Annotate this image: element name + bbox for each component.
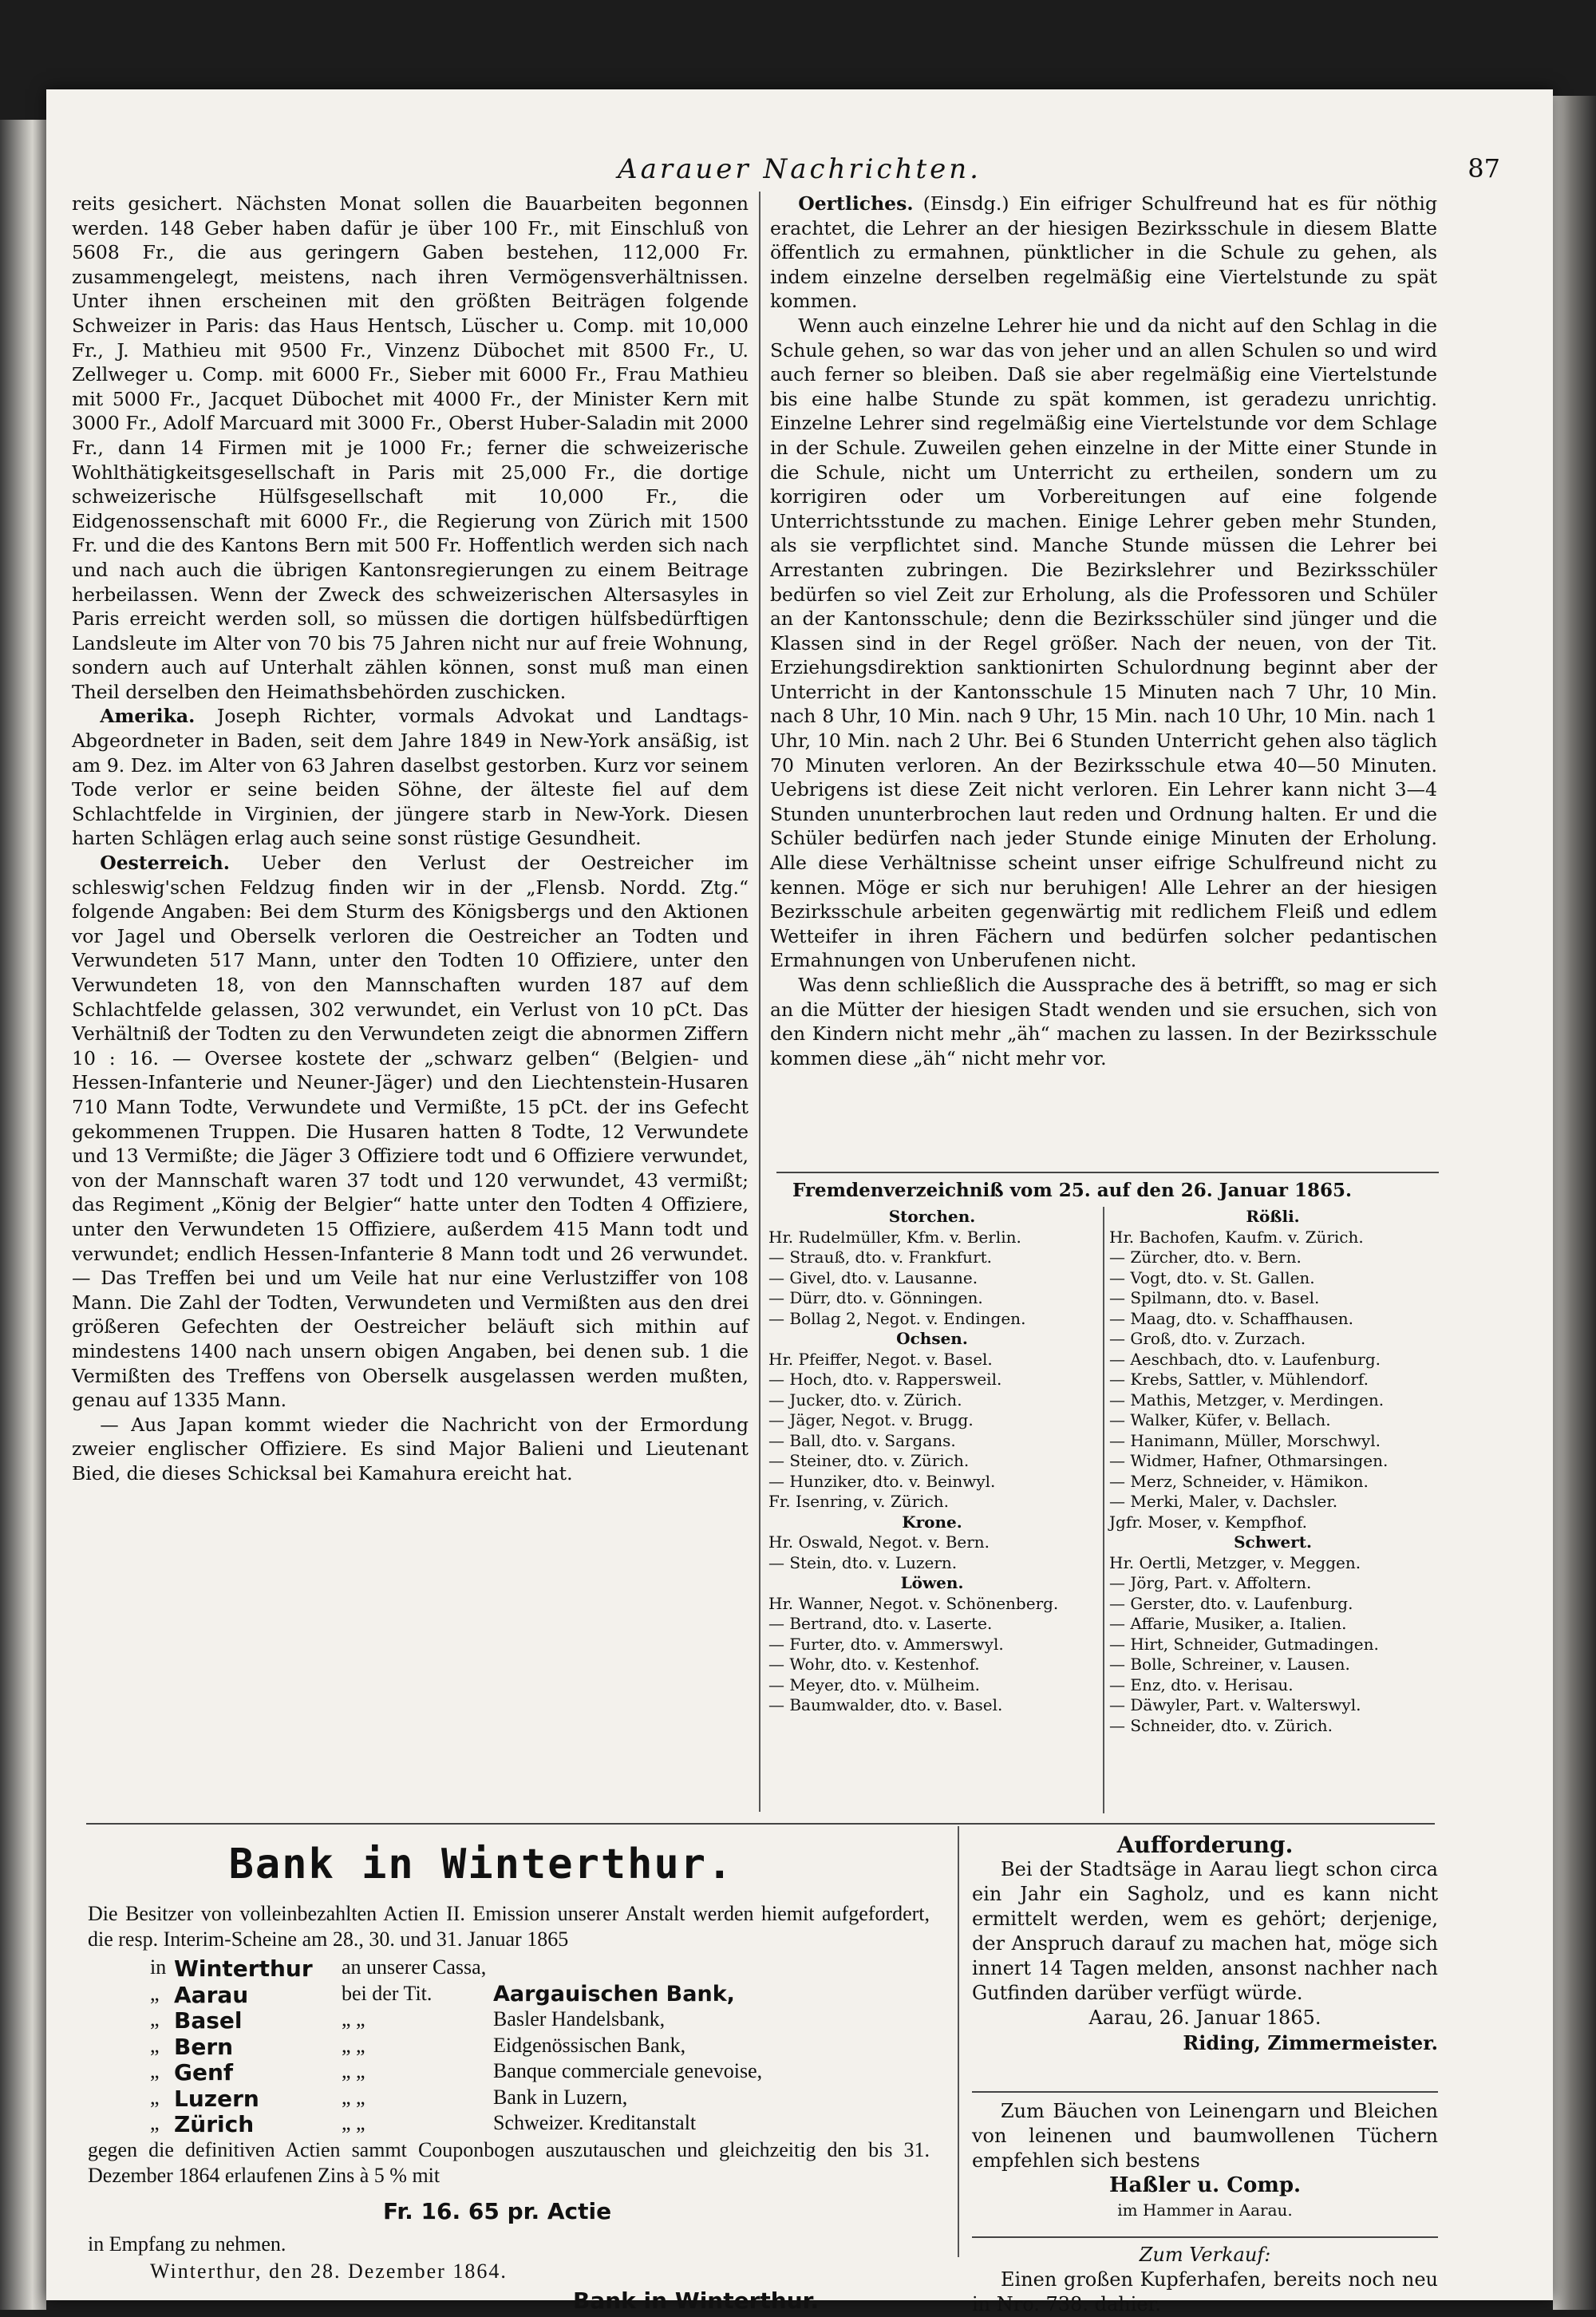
location-prefix: „: [150, 2085, 160, 2109]
bank-ad-receipt: in Empfang zu nehmen.: [88, 2232, 286, 2256]
location-institution: Bank in Luzern,: [493, 2085, 628, 2109]
hotel-heading: Krone.: [902, 1512, 962, 1532]
guest-entry: Hr. Rudelmüller, Kfm. v. Berlin.: [768, 1227, 1021, 1247]
baeuchen-firm: Haßler u. Comp.: [1108, 2173, 1302, 2197]
guest-entry: — Ball, dto. v. Sargans.: [768, 1430, 956, 1450]
article-oertliches: Oertliches. (Einsdg.) Ein eifriger Schulfreund hat es für nöthig erachtet, die Lehrer an der hiesigen Bezirksschule in diesem Blatte öffentlich zu ermahnen, pünktlicher in die Schule zu gehen, als indem einzelne derselben regelmäßig eine Viertelstunde zu spät kommen.: [770, 192, 1437, 313]
aufforderung-ad: [972, 1833, 1438, 2055]
guest-entry: — Hanimann, Müller, Morschwyl.: [1109, 1430, 1381, 1450]
ad-divider: [958, 1826, 959, 2257]
ad-rule: [972, 2091, 1438, 2093]
ad-rule: [972, 2236, 1438, 2238]
guest-entry: — Gerster, dto. v. Laufenburg.: [1109, 1593, 1353, 1613]
guest-entry: Jgfr. Moser, v. Kempfhof.: [1109, 1512, 1308, 1532]
guest-entry: — Merki, Maler, v. Dachsler.: [1109, 1492, 1338, 1511]
location-institution: Schweizer. Kreditanstalt: [493, 2111, 697, 2134]
bank-ad-price: Fr. 16. 65 pr. Actie: [383, 2198, 612, 2224]
guest-entry: — Jörg, Part. v. Affoltern.: [1109, 1573, 1312, 1592]
baeuchen-place: im Hammer in Aarau.: [1117, 2200, 1293, 2220]
newspaper-page: [46, 89, 1553, 2315]
fremden-list-left: [768, 1207, 1096, 1716]
guest-entry: — Mathis, Metzger, v. Merdingen.: [1109, 1390, 1385, 1410]
bank-location-row: [150, 2111, 916, 2137]
location-institution: Banque commerciale genevoise,: [493, 2059, 763, 2082]
aufforderung-sign: Riding, Zimmermeister.: [1183, 2031, 1438, 2054]
location-prefix: „: [150, 2111, 160, 2134]
column-divider: [759, 192, 760, 1812]
location-institution: Eidgenössischen Bank,: [493, 2033, 686, 2057]
guest-entry: Hr. Oertli, Metzger, v. Meggen.: [1109, 1552, 1361, 1572]
guest-entry: — Maag, dto. v. Schaffhausen.: [1109, 1308, 1354, 1328]
location-via: „ „: [342, 2007, 365, 2030]
location-via: „ „: [342, 2111, 365, 2134]
location-via: bei der Tit.: [342, 1981, 433, 2005]
column-right: [770, 192, 1437, 1070]
guest-entry: — Hoch, dto. v. Rappersweil.: [768, 1370, 1002, 1389]
location-prefix: „: [150, 2033, 160, 2057]
aufforderung-title: Aufforderung.: [1116, 1832, 1294, 1858]
guest-entry: — Merz, Schneider, v. Hämikon.: [1109, 1471, 1369, 1491]
page-edge-right: [1553, 96, 1596, 2310]
fremden-list-right: [1109, 1207, 1436, 1736]
guest-entry: — Zürcher, dto. v. Bern.: [1109, 1247, 1302, 1267]
guest-entry: — Däwyler, Part. v. Walterswyl.: [1109, 1695, 1361, 1714]
hotel-heading: Ochsen.: [896, 1329, 968, 1348]
guest-entry: Fr. Isenring, v. Zürich.: [768, 1492, 950, 1511]
bank-location-row: [150, 1955, 916, 1981]
location-prefix: in: [150, 1955, 167, 1979]
baeuchen-ad: [972, 2099, 1438, 2223]
bank-location-row: [150, 2007, 916, 2033]
bank-location-row: [150, 1982, 916, 2007]
fremden-title: Fremdenverzeichniß vom 25. auf den 26. Januar 1865.: [792, 1180, 1353, 1201]
bank-location-row: [150, 2034, 916, 2059]
baeuchen-text: Zum Bäuchen von Leinengarn und Bleichen von leinenen und baumwollenen Tüchern empfehlen sich bestens: [972, 2100, 1438, 2172]
verkauf-text: Einen großen Kupferhafen, bereits noch neu in Nro. 738. dahier.: [972, 2268, 1438, 2315]
guest-entry: — Givel, dto. v. Lausanne.: [768, 1267, 978, 1287]
fremden-divider: [1103, 1207, 1104, 1813]
location-city: Aarau: [174, 1981, 249, 2008]
column-left: [72, 192, 749, 1485]
article-oesterreich: Oesterreich. Ueber den Verlust der Oestreicher im schleswig'schen Feldzug finden wir in der „Flensb. Nordd. Ztg.“ folgende Angaben: Bei dem Sturm des Königsbergs und den Aktionen vor Jagel und Oberselk verloren die Oestreicher an Todten und Verwundeten 517 Mann, unter den Todten 10 Offiziere, unter den Verwundeten 18, von den Mannschaften wurden 187 auf dem Schlachtfelde gelassen, 302 verwundet, ein Verlust von 10 pCt. Das Verhältniß der Todten zu den Verwundeten zeigt die abnormen Ziffern 10 : 16. — Oversee kostete der „schwarz gelben“ (Belgien- und Hessen-Infanterie und Neuner-Jäger) und den Liechtenstein-Husaren 710 Mann Todte, Verwundete und Vermißte, 15 pCt. der ins Gefecht gekommenen Truppen. Die Husaren hatten 8 Todte, 12 Verwundete und 13 Vermißte; die Jäger 3 Offiziere todt und 6 Offiziere verwundet, von der Mannschaft waren 37 todt und 120 verwundet, 43 vermißt; das Regiment „König der Belgier“ hatte unter den Todten 4 Offiziere, unter den Verwundeten 15 Offiziere, außerdem 415 Mann todt und verwundet; endlich Hessen-Infanterie 8 Mann todt und 26 verwundet. — Das Treffen bei und um Veile hat nur eine Verlustziffer von 108 Mann. Die Zahl der Todten, Verwundeten und Vermißten aus den drei größeren Gefechten der Oestreicher beläuft sich mithin auf mindestens 1400 nach unsern obigen Angaben, bei denen sub. 1 die Vermißten des Treffens von Oberselk ausgelassen werden mußten, genau auf 1335 Mann.: [72, 852, 749, 1412]
guest-entry: — Hunziker, dto. v. Beinwyl.: [768, 1471, 996, 1491]
guest-entry: — Meyer, dto. v. Mülheim.: [768, 1674, 980, 1694]
guest-entry: — Dürr, dto. v. Gönningen.: [768, 1288, 983, 1307]
guest-entry: Hr. Bachofen, Kaufm. v. Zürich.: [1109, 1227, 1364, 1247]
guest-entry: Hr. Wanner, Negot. v. Schönenberg.: [768, 1593, 1059, 1613]
guest-entry: — Wohr, dto. v. Kestenhof.: [768, 1655, 980, 1674]
guest-entry: — Furter, dto. v. Ammerswyl.: [768, 1634, 1004, 1654]
article-paragraph: reits gesichert. Nächsten Monat sollen die Bauarbeiten begonnen werden. 148 Geber haben dafür je über 100 Fr., mit Einschluß von 5608 Fr., die aus geringern Gaben bestehen, 112,000 Fr. zusammengelegt, meistens, nach ihren Vermögensverhältnissen. Unter ihnen erscheinen mit den größten Beiträgen folgende Schweizer in Paris: das Haus Hentsch, Lüscher u. Comp. mit 10,000 Fr., J. Mathieu mit 9500 Fr., Vinzenz Dübochet mit 8500 Fr., U. Zellweger u. Comp. mit 6000 Fr., Sieber mit 6000 Fr., Frau Mathieu mit 5000 Fr., Jacquet Dübochet mit 4000 Fr., der Minister Kern mit 3000 Fr., Adolf Marcuard mit 3000 Fr., Oberst Huber-Saladin mit 2000 Fr., dann 14 Firmen mit je 1000 Fr.; ferner die schweizerische Wohlthätigkeitsgesellschaft in Paris mit 25,000 Fr., die dortige schweizerische Hülfsgesellschaft mit 10,000 Fr., die Eidgenossenschaft mit 6000 Fr., die Regierung von Zürich mit 1500 Fr. und die des Kantons Bern mit 500 Fr. Hoffentlich werden sich nach und nach auch die übrigen Kantonsregierungen zu einem Beitrage herbeilassen. Wenn der Zweck des schweizerischen Altersasyles in Paris erreicht werden soll, so müssen die dortigen hülfsbedürftigen Landsleute im Alter von 70 bis 75 Jahren nicht nur auf freie Wohnung, sondern auch auf Unterhalt zählen können, sonst muß man einen Theil derselben den Heimathsbehörden zuschicken.: [72, 192, 749, 703]
guest-entry: — Strauß, dto. v. Frankfurt.: [768, 1247, 993, 1267]
guest-entry: — Spilmann, dto. v. Basel.: [1109, 1288, 1320, 1307]
guest-entry: — Baumwalder, dto. v. Basel.: [768, 1695, 1003, 1714]
guest-entry: — Aeschbach, dto. v. Laufenburg.: [1109, 1349, 1381, 1369]
guest-entry: Hr. Pfeiffer, Negot. v. Basel.: [768, 1349, 993, 1369]
section-rule: [776, 1172, 1439, 1173]
bank-ad-dateline: Winterthur, den 28. Dezember 1864.: [150, 2260, 508, 2283]
hotel-heading: Schwert.: [1234, 1532, 1312, 1552]
guest-entry: — Schneider, dto. v. Zürich.: [1109, 1715, 1333, 1735]
location-prefix: „: [150, 1981, 160, 2005]
hotel-heading: Storchen.: [888, 1207, 976, 1226]
guest-entry: — Bertrand, dto. v. Laserte.: [768, 1614, 993, 1633]
verkauf-title: Zum Verkauf:: [1139, 2244, 1271, 2266]
masthead: Aarauer Nachrichten.: [618, 153, 982, 185]
guest-entry: — Affarie, Musiker, a. Italien.: [1109, 1614, 1347, 1633]
bank-ad-signature: Bank in Winterthur.: [573, 2287, 820, 2314]
bank-ad-title: Bank in Winterthur.: [228, 1841, 734, 1888]
guest-entry: — Hirt, Schneider, Gutmadingen.: [1109, 1634, 1379, 1654]
location-city: Bern: [174, 2033, 234, 2060]
guest-entry: — Jucker, dto. v. Zürich.: [768, 1390, 962, 1410]
guest-entry: — Bolle, Schreiner, v. Lausen.: [1109, 1655, 1350, 1674]
aufforderung-date: Aarau, 26. Januar 1865.: [1088, 2007, 1321, 2029]
bank-ad-body: gegen die definitiven Actien sammt Couponbogen auszutauschen und gleichzeitig den bis 31. Dezember 1864 erlaufenen Zins à 5 % mit: [88, 2138, 930, 2187]
location-prefix: „: [150, 2007, 160, 2030]
location-city: Winterthur: [174, 1955, 313, 1982]
hotel-heading: Löwen.: [900, 1573, 964, 1592]
hotel-heading: Rößli.: [1246, 1207, 1300, 1226]
guest-entry: — Stein, dto. v. Luzern.: [768, 1552, 958, 1572]
article-japan: — Aus Japan kommt wieder die Nachricht von der Ermordung zweier englischer Offiziere. Es sind Major Balieni und Lieutenant Bied, die dieses Schicksal bei Kamahura ereicht hat.: [72, 1413, 749, 1485]
page-edge-left: [0, 120, 46, 2310]
location-prefix: „: [150, 2059, 160, 2082]
guest-entry: — Enz, dto. v. Herisau.: [1109, 1674, 1294, 1694]
guest-entry: — Steiner, dto. v. Zürich.: [768, 1451, 970, 1470]
guest-entry: — Bollag 2, Negot. v. Endingen.: [768, 1308, 1026, 1328]
location-via: „ „: [342, 2059, 365, 2082]
location-via: an unserer Cassa,: [342, 1955, 487, 1979]
article-paragraph: Was denn schließlich die Aussprache des ä betrifft, so mag er sich an die Mütter der hiesigen Stadt wenden und sie ersuchen, sich von den Kindern nicht mehr „äh“ machen zu lassen. In der Bezirksschule kommen diese „äh“ nicht mehr vor.: [770, 974, 1437, 1070]
page-number: 87: [1468, 153, 1500, 184]
location-city: Basel: [174, 2007, 243, 2034]
bank-ad-intro: Die Besitzer von volleinbezahlten Actien II. Emission unserer Anstalt werden hiemit aufgefordert, die resp. Interim-Scheine am 28., 30. und 31. Januar 1865: [88, 1902, 930, 1951]
location-via: „ „: [342, 2085, 365, 2109]
location-institution: Basler Handelsbank,: [493, 2007, 666, 2030]
guest-entry: — Widmer, Hafner, Othmarsingen.: [1109, 1451, 1389, 1470]
guest-entry: — Krebs, Sattler, v. Mühlendorf.: [1109, 1370, 1369, 1389]
location-institution: Aargauischen Bank,: [493, 1981, 735, 2007]
guest-entry: — Vogt, dto. v. St. Gallen.: [1109, 1267, 1315, 1287]
guest-entry: — Jäger, Negot. v. Brugg.: [768, 1410, 974, 1429]
page-header: [46, 153, 1553, 193]
location-city: Luzern: [174, 2085, 259, 2112]
location-via: „ „: [342, 2033, 365, 2057]
guest-entry: — Walker, Küfer, v. Bellach.: [1109, 1410, 1331, 1429]
aufforderung-text: Bei der Stadtsäge in Aarau liegt schon circa ein Jahr ein Sagholz, und es kann nicht ermittelt werden, wem es gehört; derjenige, der Anspruch darauf zu machen hat, möge sich innert 14 Tagen melden, ansonst nachher nach Gutfinden darüber verfügt würde.: [972, 1858, 1438, 2004]
section-rule: [86, 1823, 1435, 1825]
bank-location-row: [150, 2059, 916, 2085]
bank-location-row: [150, 2086, 916, 2111]
guest-entry: — Groß, dto. v. Zurzach.: [1109, 1329, 1306, 1348]
guest-entry: Hr. Oswald, Negot. v. Bern.: [768, 1532, 990, 1552]
location-city: Zürich: [174, 2111, 255, 2137]
verkauf-ad: [972, 2243, 1438, 2317]
location-city: Genf: [174, 2059, 234, 2086]
article-paragraph: Wenn auch einzelne Lehrer hie und da nicht auf den Schlag in die Schule gehen, so war das von jeher und an allen Schulen so und wird auch ferner so bleiben. Daß sie aber regelmäßig eine Viertelstunde bis eine halbe Stunde zu spät kommen, ist geradezu unrichtig. Einzelne Lehrer sind regelmäßig eine Viertelstunde vor dem Schlage in der Schule. Zuweilen gehen einzelne in der Mitte einer Stunde in die Schule, nicht um Unterricht zu ertheilen, sondern um zu korrigiren oder um Vorbereitungen auf eine folgende Unterrichtsstunde zu machen. Einige Lehrer geben mehr Stunden, als sie verpflichtet sind. Manche Stunde müssen die Lehrer bei Arrestanten zubringen. Die Bezirkslehrer und Bezirksschüler bedürfen so viel Zeit zur Erholung, als die Professoren und Schüler an der Kantonsschule; denn die Bezirksschüler sind jünger und die Klassen sind in der Regel größer. Nach der neuen, von der Tit. Erziehungsdirektion sanktionirten Schulordnung beginnt aber der Unterricht in der Kantonsschule 15 Minuten nach 7 Uhr, 10 Min. nach 8 Uhr, 10 Min. nach 9 Uhr, 15 Min. nach 10 Uhr, 10 Min. nach 1 Uhr, 10 Min. nach 2 Uhr. Bei 6 Stunden Unterricht gehen also täglich 70 Minuten verloren. An der Bezirksschule etwa 40—50 Minuten. Uebrigens ist diese Zeit nicht verloren. Ein Lehrer kann nicht 3—4 Stunden ununterbrochen laut reden und Ordnung halten. Er und die Schüler bedürfen nach jeder Stunde einige Minuten der Erholung. Alle diese Verhältnisse scheint unser eifrige Schulfreund nicht zu kennen. Möge er sich nur beruhigen! Alle Lehrer an der hiesigen Bezirksschule arbeiten gegenwärtig mit redlichem Fleiß und edlem Wetteifer in ihren Fächern und bedürfen solcher pedantischen Ermahnungen von Unberufenen nicht.: [770, 314, 1437, 972]
article-amerika: Amerika. Joseph Richter, vormals Advokat und Landtags-Abgeordneter in Baden, seit dem Jahre 1849 in New-York ansäßig, ist am 9. Dez. im Alter von 63 Jahren daselbst gestorben. Kurz vor seinem Tode verlor er seine beiden Söhne, der älteste fiel auf dem Schlachtfelde in Virginien, der jüngere starb in New-York. Diesen harten Schlägen erlag auch seine sonst rüstige Gesundheit.: [72, 705, 749, 850]
